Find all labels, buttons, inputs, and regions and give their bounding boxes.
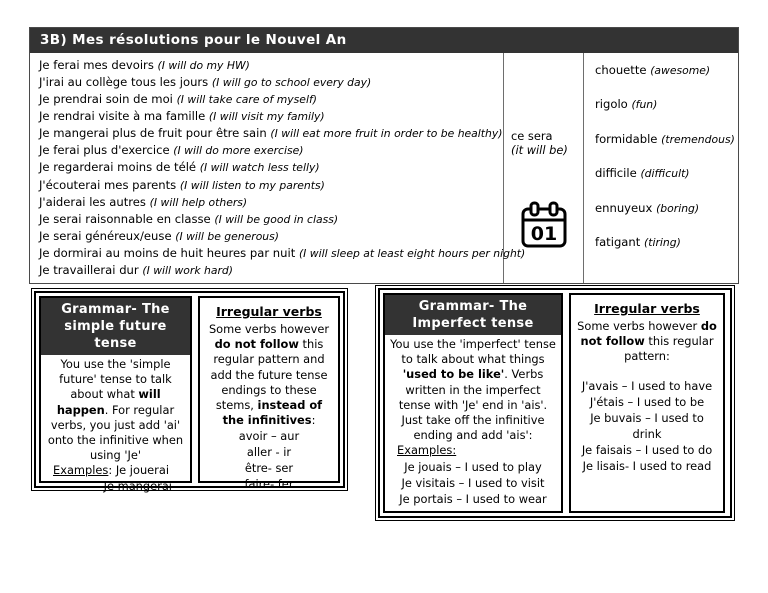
resolution-en: (I will be good in class) <box>214 212 339 226</box>
future-irregular-verb-list <box>204 428 334 492</box>
imperfect-irregular-verbs-box <box>569 293 725 513</box>
resolution-fr: J'aiderai les autres <box>39 194 150 209</box>
adjective-line <box>595 97 738 112</box>
grammar-group-imperfect-inner <box>378 288 732 518</box>
grammar-group-simple-future <box>31 288 348 491</box>
fi-bold1: do not follow <box>214 337 299 352</box>
sf-body-bold1: will happen <box>56 387 161 417</box>
sf-examples <box>45 463 186 493</box>
sf-example-1: : Je jouerai <box>108 463 169 478</box>
resolution-line <box>39 74 503 91</box>
adjective-en: (boring) <box>656 201 700 215</box>
resolution-en: (I will do more exercise) <box>173 144 304 158</box>
calendar-icon <box>519 201 569 253</box>
resolution-fr: Je serai généreux/euse <box>39 228 176 243</box>
fi-part1: Some verbs however <box>208 322 330 336</box>
irregular-verb-line: J'étais – I used to be <box>589 394 705 409</box>
resolution-line <box>39 211 503 228</box>
resolution-en: (I will work hard) <box>142 264 233 277</box>
resolution-fr: J'écouterai mes parents <box>39 177 180 192</box>
imperfect-examples-list <box>389 459 557 507</box>
resolution-fr: Je ferai mes devoirs <box>39 57 158 72</box>
resolution-line <box>39 159 503 176</box>
resolution-fr: Je regarderai moins de télé <box>39 160 200 175</box>
ii-part1: Some verbs however <box>577 319 701 333</box>
adjective-fr: chouette <box>595 62 651 77</box>
resolution-line <box>39 177 503 194</box>
resolution-en: (I will eat more fruit in order to be healthy) <box>270 127 503 141</box>
connector-text <box>511 129 568 158</box>
irregular-verb-line: J'avais – I used to have <box>581 378 713 393</box>
adjective-fr: difficile <box>595 166 641 181</box>
imperfect-irregular-verb-list <box>575 378 719 474</box>
simple-future-tense-box <box>39 296 192 493</box>
irregular-verb-line: être- ser <box>244 461 294 476</box>
imperfect-tense-body <box>385 335 561 511</box>
grammar-group-imperfect <box>375 285 735 521</box>
irregular-verb-line: Je buvais – I used to drink <box>590 410 704 441</box>
simple-future-tense-title: Grammar- The simple future tense <box>41 298 190 355</box>
adjective-en: (fun) <box>631 98 658 112</box>
resolution-fr: Je dormirai au moins de huit heures par nuit <box>39 245 299 260</box>
resolution-en: (I will go to school every day) <box>211 75 372 89</box>
imperfect-example-line: Je portais – I used to wear <box>399 491 547 506</box>
irregular-verb-line: Je lisais- I used to read <box>582 458 712 473</box>
adjective-line <box>595 132 738 147</box>
future-irregular-verbs-box <box>198 296 340 492</box>
resolution-en: (I will help others) <box>149 195 248 209</box>
resolution-fr: Je rendrai visite à ma famille <box>39 109 209 124</box>
resolution-line <box>39 262 503 279</box>
resolution-en: (I will listen to my parents) <box>179 178 325 192</box>
adjective-line <box>595 201 738 216</box>
resolution-en: (I will be generous) <box>175 229 279 243</box>
resolution-line <box>39 228 503 245</box>
resolution-en: (I will take care of myself) <box>176 93 317 107</box>
connector-en: (it will be) <box>511 143 568 158</box>
sf-body-part2: . For regular verbs, you just add 'ai' onto the infinitive when using 'Je' <box>47 402 184 463</box>
imperfect-tense-title: Grammar- The Imperfect tense <box>385 295 561 335</box>
fi-part3: : <box>311 413 316 428</box>
adjectives-column <box>584 53 738 283</box>
im-bold1: 'used to be like' <box>402 367 505 382</box>
resolution-fr: Je mangerai plus de fruit pour être sain <box>39 126 271 141</box>
fi-part2: this regular pattern and add the future tense endings to these stems, <box>210 337 328 413</box>
resolution-en: (I will visit my family) <box>208 110 325 124</box>
imperfect-irregular-body <box>571 317 723 511</box>
future-irregular-title: Irregular verbs <box>216 304 322 319</box>
im-examples-label-wrap <box>389 443 557 458</box>
table-body <box>30 53 738 283</box>
irregular-verb-line: faire- fer <box>244 477 294 492</box>
section-header: 3B) Mes résolutions pour le Nouvel An <box>30 28 738 53</box>
irregular-verb-line: Je faisais – I used to do <box>581 442 713 457</box>
imperfect-tense-box <box>383 293 563 513</box>
connector-fr: ce sera <box>511 128 553 143</box>
resolution-line <box>39 91 503 108</box>
resolution-line <box>39 57 503 74</box>
resolution-en: (I will sleep at least eight hours per night) <box>298 246 526 260</box>
resolution-fr: Je travaillerai dur <box>39 263 143 277</box>
adjective-fr: fatigant <box>595 235 644 250</box>
resolution-en: (I will watch less telly) <box>199 161 320 175</box>
resolution-fr: J'irai au collège tous les jours <box>39 74 212 89</box>
im-part2: . Verbs written in the imperfect tense with 'Je' end in 'ais'. Just take off the infinitive ending and add 'ais': <box>398 367 548 443</box>
adjective-en: (awesome) <box>650 63 711 77</box>
imperfect-example-line: Je jouais – I used to play <box>404 459 542 474</box>
resolutions-table <box>29 27 739 284</box>
resolution-fr: Je ferai plus d'exercice <box>39 143 174 158</box>
adjective-line <box>595 63 738 78</box>
resolution-line <box>39 142 503 159</box>
ii-part2: this regular pattern: <box>624 334 714 364</box>
resolutions-column <box>30 53 526 283</box>
fi-bold2: instead of the infinitives <box>222 398 323 428</box>
connector-column <box>504 53 584 283</box>
resolution-fr: Je prendrai soin de moi <box>39 92 177 107</box>
ii-bold1: do not follow <box>580 319 717 349</box>
resolution-en: (I will do my HW) <box>157 58 250 72</box>
adjective-line <box>595 235 738 250</box>
im-part1: You use the 'imperfect' tense to talk about what things <box>390 337 556 367</box>
adjective-en: (tiring) <box>644 236 681 250</box>
adjective-line <box>595 166 738 181</box>
adjective-fr: ennuyeux <box>595 200 657 215</box>
future-irregular-body <box>200 320 338 495</box>
resolution-fr: Je serai raisonnable en classe <box>39 211 215 226</box>
resolution-line <box>39 125 503 142</box>
resolution-line <box>39 245 526 262</box>
sf-body-part1: You use the 'simple future' tense to talk about what <box>59 357 172 402</box>
imperfect-example-line: Je visitais – I used to visit <box>401 475 545 490</box>
spacer <box>575 365 719 378</box>
adjective-en: (difficult) <box>640 167 690 181</box>
resolution-line <box>39 108 503 125</box>
calendar-day-number: 01 <box>530 222 558 245</box>
irregular-verb-line: avoir – aur <box>238 429 300 444</box>
grammar-group-simple-future-inner <box>34 291 345 493</box>
sf-example-2: Je mangerai <box>103 478 172 493</box>
adjective-fr: rigolo <box>595 97 632 112</box>
irregular-verb-line: aller - ir <box>246 445 292 460</box>
adjective-en: (tremendous) <box>661 132 735 146</box>
im-examples-label: Examples: <box>397 443 457 458</box>
sf-examples-label: Examples <box>53 463 109 478</box>
adjective-fr: formidable <box>595 131 662 146</box>
simple-future-tense-body <box>41 355 190 497</box>
imperfect-irregular-title: Irregular verbs <box>594 301 700 316</box>
resolution-line <box>39 194 503 211</box>
